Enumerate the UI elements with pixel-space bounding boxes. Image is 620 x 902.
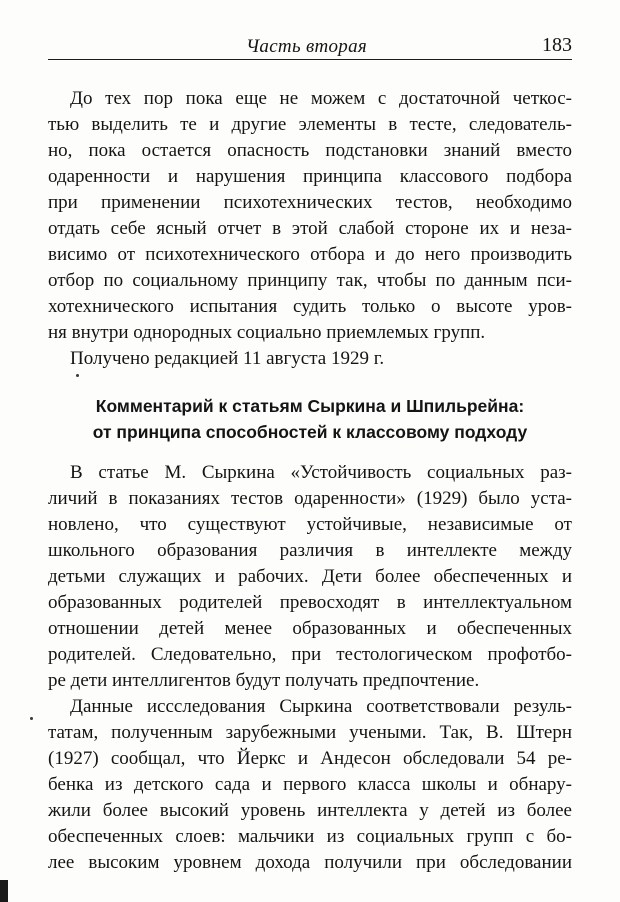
text-line: висимо от психотехнического отбора и до него производить [48,244,572,265]
section-heading-line: Комментарий к статьям Сыркина и Шпильрейна: [95,396,525,416]
running-head [50,34,590,58]
text-line: новлено, что существуют устойчивые, независимые от [48,514,572,535]
text-line: (1927) сообщал, что Йеркс и Андесон обследовали 54 ре- [48,748,572,769]
running-title: Часть вторая [246,36,368,57]
text-line: В статье М. Сыркина «Устойчивость социальных раз- [70,462,572,483]
text-line: детьми служащих и рабочих. Дети более обеспеченных и [48,566,572,587]
text-line: ре дети интеллигентов будут получать предпочтение. [48,670,480,691]
section-heading-line: от принципа способностей к классовому подходу [92,422,528,442]
page-number: 183 [542,34,572,56]
text-line: школьного образования различия в интеллекте между [48,540,572,561]
text-line: личий в показаниях тестов одаренности» (1929) было уста- [48,488,572,509]
text-line: родителей. Следовательно, при тестологическом профотбо- [48,644,572,665]
text-line: одаренности и нарушения принципа классового подбора [48,166,572,187]
text-line: образованных родителей превосходят в интеллектуальном [48,592,572,613]
received-note: Получено редакцией 11 августа 1929 г. [70,348,385,369]
text-line: лее высоким уровнем дохода получили при обследовании [48,852,572,873]
text-line: татам, полученным зарубежными учеными. Так, В. Штерн [48,722,572,743]
text-line: хотехнического испытания судить только о высоте уров- [48,296,572,317]
text-line: жили более высокий уровень интеллекта у детей из более [48,800,572,821]
text-line: отбор по социальному принципу так, чтобы по данным пси- [48,270,572,291]
text-line: отдать себе ясный отчет в этой слабой стороне их и неза- [48,218,572,239]
scan-edge-mark [0,880,8,902]
text-line: тью выделить те и другие элементы в тесте, следователь- [48,114,572,135]
text-line: отношении детей менее образованных и обеспеченных [48,618,572,639]
text-line: при применении психотехнических тестов, необходимо [48,192,572,213]
text-line: Данные иссследования Сыркина соответствовали резуль- [70,696,572,717]
scan-speck [76,374,79,377]
text-line: ня внутри однородных социально приемлемых групп. [48,322,486,343]
text-line: бенка из детского сада и первого класса школы и обнару- [48,774,572,795]
text-line: До тех пор пока еще не можем с достаточной четкос- [70,88,572,109]
scan-speck [30,717,33,720]
text-line: но, пока остается опасность подстановки знаний вместо [48,140,572,161]
text-line: обеспеченных слоев: мальчики из социальных групп с бо- [48,826,572,847]
header-rule [48,59,572,60]
